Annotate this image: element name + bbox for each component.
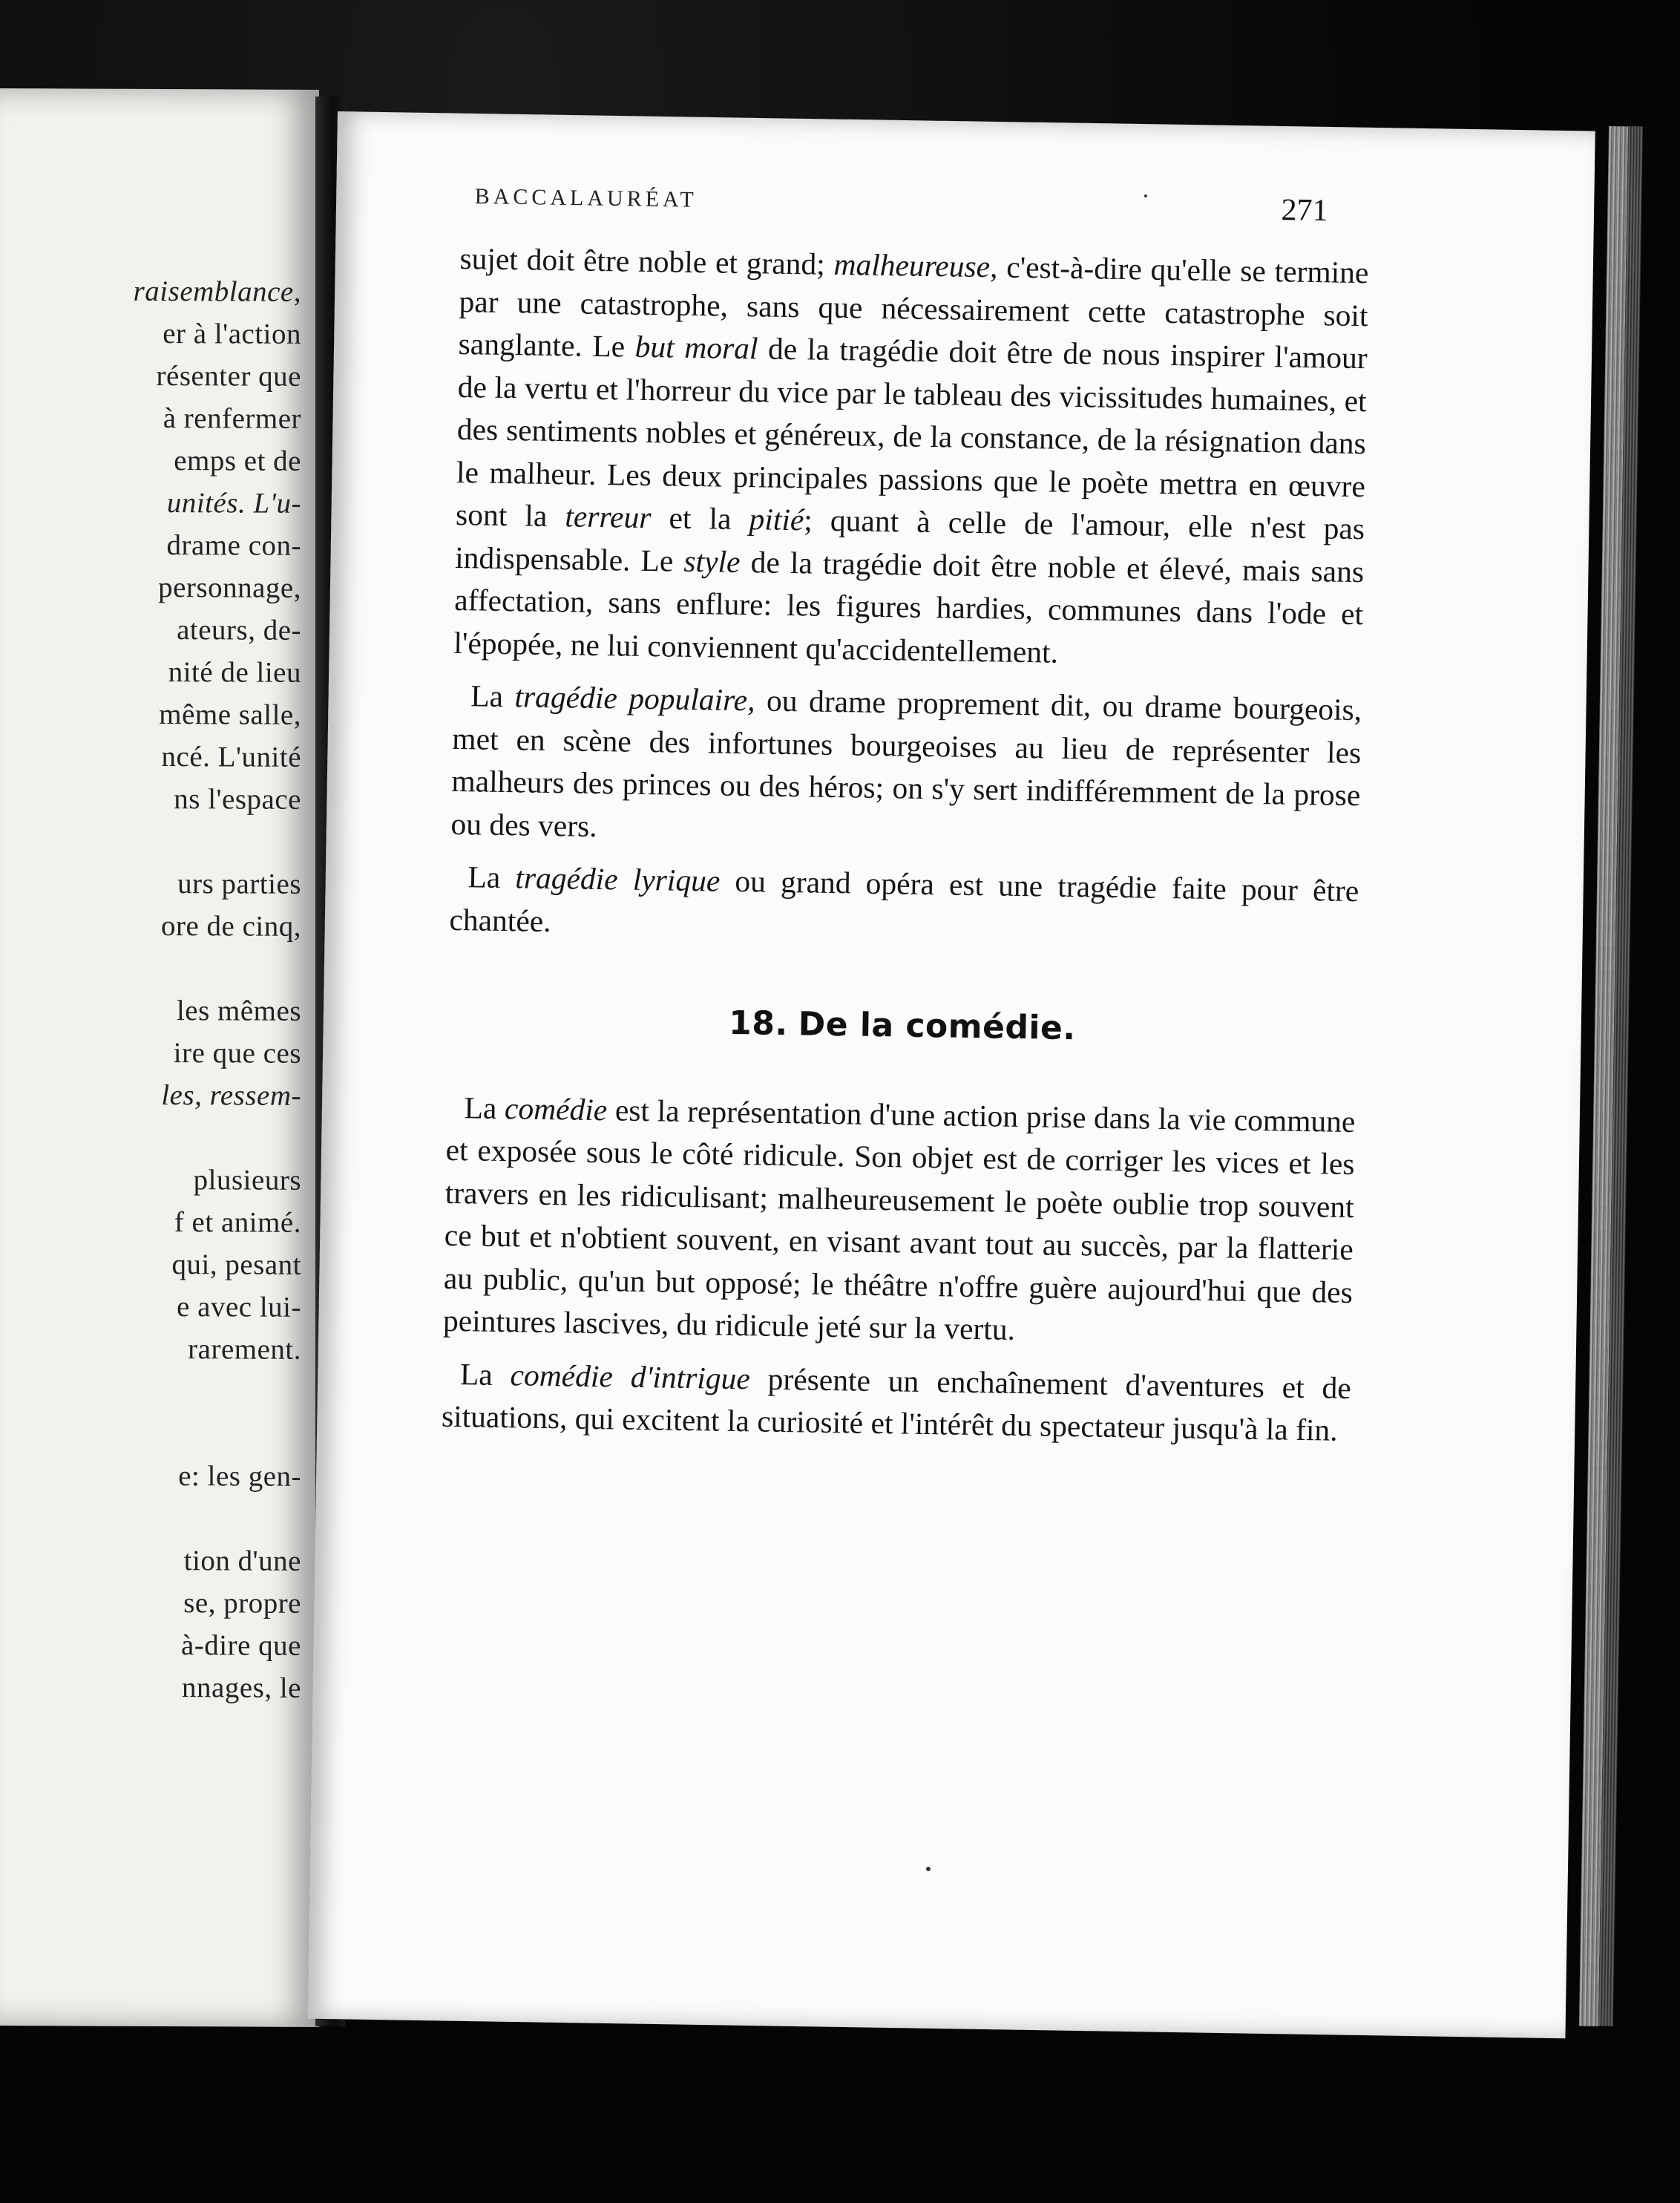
left-page-line: rarement. <box>188 1333 301 1366</box>
text-run: ou grand opéra est une tragédie faite pour être chantée. <box>449 863 1359 938</box>
paragraph-comedie <box>443 1086 1356 1356</box>
left-page-line: les, ressem- <box>161 1079 301 1112</box>
left-page-line: même salle, <box>159 698 301 731</box>
paragraph-tragedie-classique <box>453 238 1369 678</box>
left-page-line: e avec lui- <box>177 1291 301 1323</box>
left-page-line: ore de cinq, <box>160 910 301 943</box>
text-run: La <box>459 1356 511 1392</box>
section-heading <box>447 998 1357 1055</box>
left-page-line: ns l'espace <box>174 783 301 816</box>
left-page-line: drame con- <box>166 529 301 562</box>
text-run: présente un enchaînement d'aventures et de situations, qui excitent la curiosité et l'intérêt du spectateur jusqu'à la fin. <box>441 1361 1352 1447</box>
left-page <box>0 88 319 2027</box>
italic-term: terreur <box>565 499 652 535</box>
left-page-line: nnages, le <box>182 1672 301 1704</box>
page-number: 271 <box>1281 193 1328 229</box>
left-page-line: à renfermer <box>163 402 301 435</box>
left-page-line: ncé. L'unité <box>161 741 301 773</box>
ink-speck <box>1144 194 1147 197</box>
text-run: de la tragédie doit être noble et élevé, mais sans affectation, sans enflure: les figures hardies, communes dans l'ode et l'épopée, ne lui conviennent qu'accidentellement. <box>453 544 1365 670</box>
left-page-line: raisemblance, <box>133 275 301 308</box>
text-run: ; quant à celle de l'amour, elle n'est pas indispensable. Le <box>454 503 1365 578</box>
italic-term: style <box>683 543 741 579</box>
italic-term: but moral <box>634 329 758 366</box>
left-page-line: qui, pesant <box>171 1248 301 1281</box>
section-number: 18. <box>728 1004 789 1044</box>
text-run: ou drame proprement dit, ou drame bourgeois, met en scène des infortunes bourgeoises au lieu de représenter les malheurs des princes ou des héros; on s'y sert indifféremment de la prose ou des vers. <box>450 683 1362 843</box>
italic-term: comédie d'intrigue <box>510 1357 751 1395</box>
text-run: de la tragédie doit être de nous inspirer l'amour de la vertu et l'horreur du vice par le tableau des vicissitudes humaines, et des sentiments nobles et généreux, de la constance, de la résignation dans le malheur. Les deux principales passions que le poète mettra en œuvre sont la <box>455 331 1368 534</box>
left-page-line: e: les gen- <box>178 1460 301 1493</box>
left-page-line: tion d'une <box>183 1545 301 1577</box>
italic-term: tragédie populaire, <box>514 679 755 718</box>
text-run: sujet doit être noble et grand; <box>459 240 834 281</box>
paragraph-tragedie-lyrique <box>449 856 1359 955</box>
left-page-line: se, propre <box>183 1587 301 1620</box>
left-page-line: à-dire que <box>181 1629 301 1662</box>
page-body <box>442 238 1369 1453</box>
text-run: et la <box>651 500 750 537</box>
left-page-line: personnage, <box>158 571 301 604</box>
section-title: De la comédie. <box>798 1005 1076 1048</box>
italic-term: tragédie lyrique <box>515 860 721 898</box>
ink-speck <box>926 1867 931 1871</box>
running-head: BACCALAURÉAT <box>474 184 698 212</box>
text-run: est la représentation d'une action prise dans la vie commune et exposée sous le côté ridicule. Son objet est de corriger les vices et les travers en les ridiculisant; malheureusement le poète oublie trop souvent ce but et n'obtient souvent, en visant avant tout au succès, par la flatterie au public, qu'un but opposé; le théâtre n'offre guère aujourd'hui que des peintures lascives, du ridicule jeté sur la vertu. <box>442 1092 1356 1346</box>
left-page-line: les mêmes <box>176 995 301 1027</box>
left-page-line: plusieurs <box>193 1164 301 1197</box>
text-run: La <box>464 1090 505 1125</box>
text-run: c'est-à-dire qu'elle se termine par une catastrophe, sans que nécessairement cette catastrophe soit sanglante. Le <box>458 249 1369 364</box>
text-run: La <box>470 678 515 714</box>
left-page-line: urs parties <box>177 868 301 900</box>
left-page-line: f et animé. <box>174 1206 301 1239</box>
left-page-line: emps et de <box>174 445 301 477</box>
left-page-line: ire que ces <box>173 1037 301 1070</box>
left-page-line: unités. L'u- <box>166 487 301 520</box>
italic-term: comédie <box>504 1090 608 1127</box>
left-page-line: er à l'action <box>163 318 301 350</box>
left-page-line: ateurs, de- <box>177 614 301 647</box>
italic-term: malheureuse, <box>833 246 998 284</box>
paragraph-comedie-intrigue <box>442 1352 1352 1452</box>
italic-term: pitié <box>749 502 804 537</box>
left-page-line: résenter que <box>156 359 301 393</box>
paragraph-tragedie-populaire <box>450 675 1362 860</box>
left-page-line: nité de lieu <box>168 656 301 689</box>
text-run: La <box>467 860 516 895</box>
